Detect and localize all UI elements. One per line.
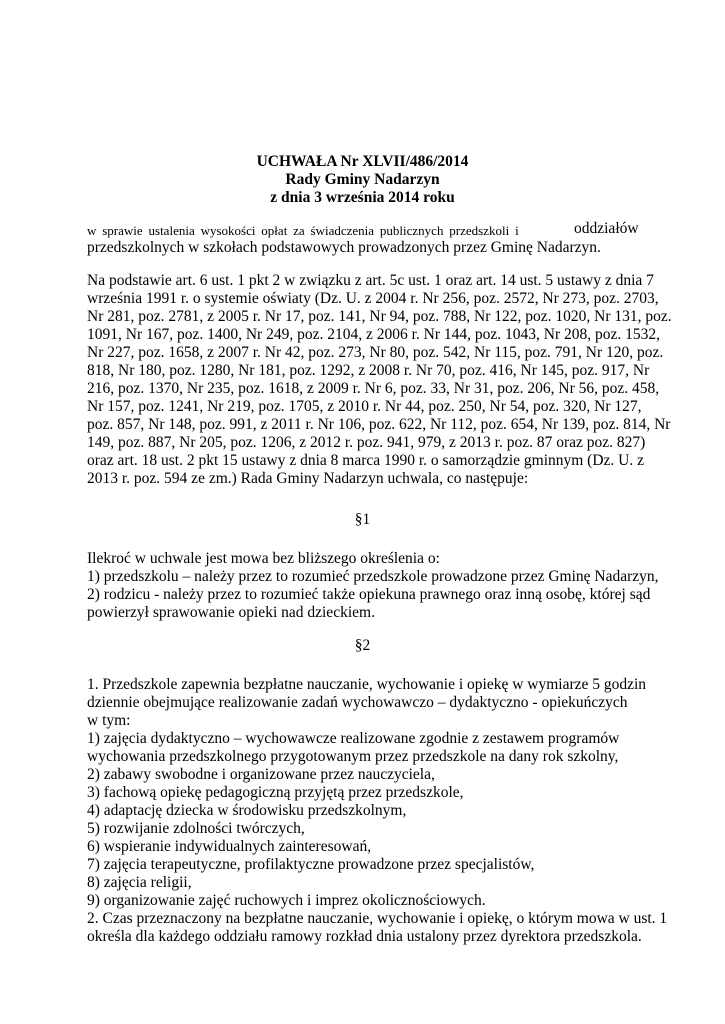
section-2-line: 6) wspieranie indywidualnych zainteresowań, <box>87 838 372 855</box>
section-2-line: wychowania przedszkolnego przygotowanym przez przedszkole na dany rok szkolny, <box>87 748 619 765</box>
section-2-line: dziennie obejmujące realizowanie zadań wychowawczo – dydaktyczno - opiekuńczych <box>87 694 628 711</box>
section-2-line: w tym: <box>87 712 131 729</box>
subject-line-2: przedszkolnych w szkołach podstawowych prowadzonych przez Gminę Nadarzyn. <box>87 239 601 256</box>
basis-line: oraz art. 18 ust. 2 pkt 15 ustawy z dnia 8 marca 1990 r. o samorządzie gminnym (Dz. U. z <box>87 452 644 469</box>
basis-line: Na podstawie art. 6 ust. 1 pkt 2 w związku z art. 5c ust. 1 oraz art. 14 ust. 5 ustawy z dnia 7 <box>87 272 654 289</box>
section-2-line: 2) zabawy swobodne i organizowane przez nauczyciela, <box>87 766 435 783</box>
section-1-line: 1) przedszkolu – należy przez to rozumieć przedszkole prowadzone przez Gminę Nadarzyn, <box>87 568 659 585</box>
basis-line: 149, poz. 887, Nr 205, poz. 1206, z 2012 r. poz. 941, 979, z 2013 r. poz. 87 oraz poz. 827) <box>87 434 646 451</box>
section-1-line: Ilekroć w uchwale jest mowa bez bliższego określenia o: <box>87 550 440 567</box>
resolution-council: Rady Gminy Nadarzyn <box>285 171 440 188</box>
section-2-line: 2. Czas przeznaczony na bezpłatne nauczanie, wychowanie i opiekę, o którym mowa w ust. 1 <box>87 910 668 927</box>
section-1-heading: §1 <box>354 511 371 528</box>
basis-line: Nr 227, poz. 1658, z 2007 r. Nr 42, poz. 273, Nr 80, poz. 542, Nr 115, poz. 791, Nr 120, poz. <box>87 344 664 361</box>
subject-line-1b: oddziałów <box>574 220 639 237</box>
basis-line: Nr 281, poz. 2781, z 2005 r. Nr 17, poz. 141, Nr 94, poz. 788, Nr 122, poz. 1020, Nr 131, poz. <box>87 308 672 325</box>
resolution-title: UCHWAŁA Nr XLVII/486/2014 <box>256 153 469 170</box>
basis-line: 216, poz. 1370, Nr 235, poz. 1618, z 2009 r. Nr 6, poz. 33, Nr 31, poz. 206, Nr 56, poz. 458, <box>87 380 660 397</box>
section-2-line: 9) organizowanie zajęć ruchowych i imprez okolicznościowych. <box>87 892 486 909</box>
section-2-heading: §2 <box>354 637 371 654</box>
resolution-date: z dnia 3 września 2014 roku <box>270 189 455 206</box>
basis-line: 1091, Nr 167, poz. 1400, Nr 249, poz. 2104, z 2006 r. Nr 144, poz. 1043, Nr 208, poz. 1532, <box>87 326 661 343</box>
section-2-line: 5) rozwijanie zdolności twórczych, <box>87 820 305 837</box>
section-2-line: 3) fachową opiekę pedagogiczną przyjętą przez przedszkole, <box>87 784 464 801</box>
section-2-line: określa dla każdego oddziału ramowy rozkład dnia ustalony przez dyrektora przedszkola. <box>87 928 642 945</box>
section-2-line: 7) zajęcia terapeutyczne, profilaktyczne prowadzone przez specjalistów, <box>87 856 535 873</box>
section-2-line: 1. Przedszkole zapewnia bezpłatne nauczanie, wychowanie i opiekę w wymiarze 5 godzin <box>87 676 647 693</box>
section-2-line: 4) adaptację dziecka w środowisku przedszkolnym, <box>87 802 407 819</box>
basis-line: poz. 857, Nr 148, poz. 991, z 2011 r. Nr 106, poz. 622, Nr 112, poz. 654, Nr 139, poz. 814, Nr <box>87 416 671 433</box>
basis-line: września 1991 r. o systemie oświaty (Dz. U. z 2004 r. Nr 256, poz. 2572, Nr 273, poz. 2703, <box>87 290 659 307</box>
section-2-line: 1) zajęcia dydaktyczno – wychowawcze realizowane zgodnie z zestawem programów <box>87 730 620 747</box>
basis-line: Nr 157, poz. 1241, Nr 219, poz. 1705, z 2010 r. Nr 44, poz. 250, Nr 54, poz. 320, Nr 127, <box>87 398 642 415</box>
basis-line: 2013 r. poz. 594 ze zm.) Rada Gminy Nadarzyn uchwala, co następuje: <box>87 470 529 487</box>
basis-line: 818, Nr 180, poz. 1280, Nr 181, poz. 1292, z 2008 r. Nr 70, poz. 416, Nr 145, poz. 917, Nr <box>87 362 650 379</box>
section-1-line: powierzył sprawowanie opieki nad dzieckiem. <box>87 604 375 621</box>
subject-line-1a: w sprawie ustalenia wysokości opłat za świadczenia publicznych przedszkoli i <box>87 223 519 238</box>
section-2-line: 8) zajęcia religii, <box>87 874 192 891</box>
section-1-line: 2) rodzicu - należy przez to rozumieć także opiekuna prawnego oraz inną osobę, której sąd <box>87 586 651 603</box>
